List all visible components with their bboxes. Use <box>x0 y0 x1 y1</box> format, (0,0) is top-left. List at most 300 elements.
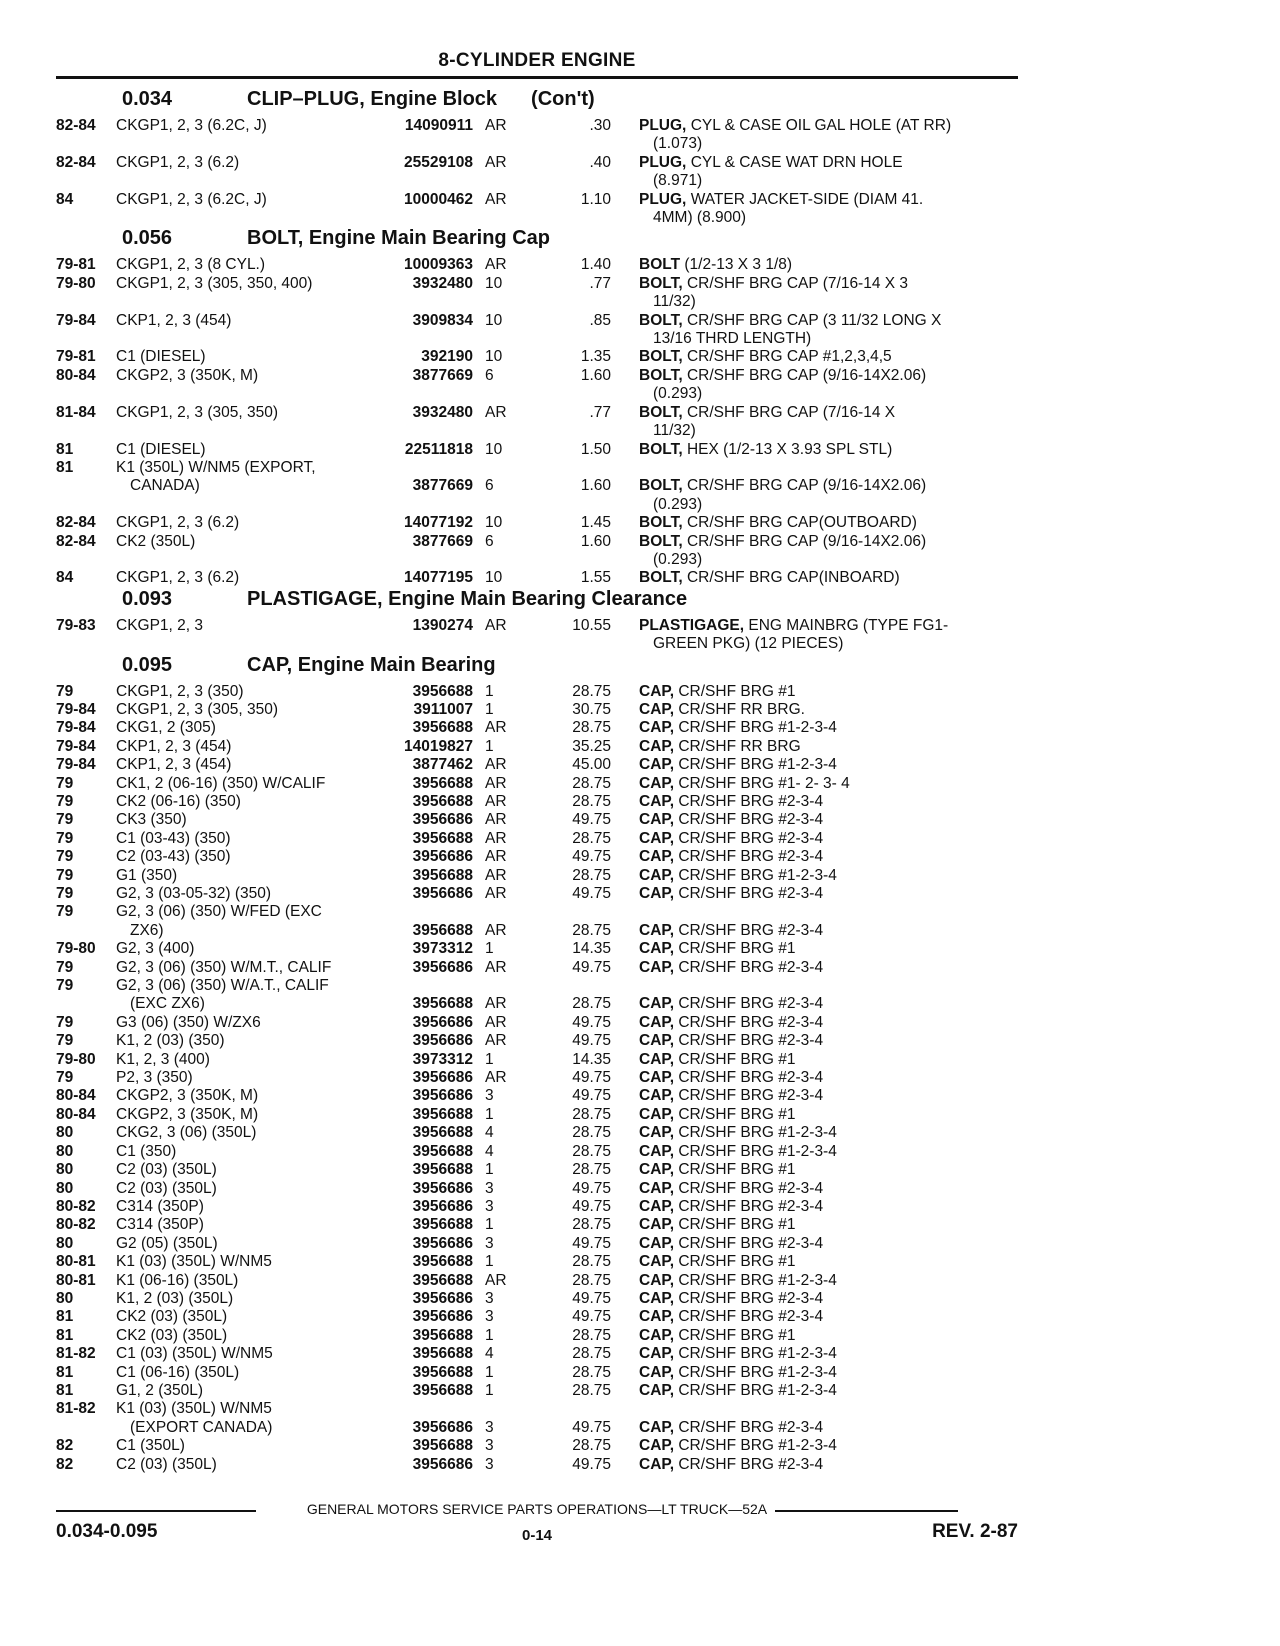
application <box>116 1106 386 1124</box>
quantity: 1 <box>485 682 494 700</box>
description-text: CR/SHF BRG #2-3-4 <box>678 811 824 829</box>
part-number: 3956688 <box>412 1161 473 1179</box>
part-row <box>56 348 1018 366</box>
description <box>611 1272 993 1290</box>
application-line: G1 (350) <box>116 866 178 884</box>
description <box>611 1382 993 1400</box>
price: 28.75 <box>572 1142 611 1160</box>
description-text: CR/SHF BRG #2-3-4 <box>678 1087 824 1105</box>
application <box>116 1143 386 1161</box>
application-line: G3 (06) (350) W/ZX6 <box>116 1013 261 1031</box>
description-name: CAP, <box>639 848 675 866</box>
description-line <box>639 1272 993 1290</box>
quantity: 4 <box>485 1142 494 1160</box>
application <box>116 1253 386 1271</box>
part-number: 3956688 <box>412 1271 473 1289</box>
part-row <box>56 514 1018 532</box>
description-line: (1.073) <box>653 135 703 153</box>
application <box>116 1198 386 1216</box>
price: 49.75 <box>572 848 611 866</box>
part-row <box>56 1216 1018 1234</box>
price: 28.75 <box>572 1363 611 1381</box>
description-text: (1/2-13 X 3 1/8) <box>684 256 793 274</box>
quantity: 3 <box>485 1308 494 1326</box>
application-line: K1, 2 (03) (350) <box>116 1032 225 1050</box>
description-text: CR/SHF BRG #2-3-4 <box>678 1234 824 1252</box>
application <box>116 1161 386 1179</box>
description-name: CAP, <box>639 1345 675 1363</box>
model-years: 81 <box>56 440 74 458</box>
description-line <box>639 191 993 209</box>
application-line: G2, 3 (06) (350) W/FED (EXC <box>116 903 322 921</box>
description-name: CAP, <box>639 1253 675 1271</box>
quantity: AR <box>485 1069 507 1087</box>
description-line <box>639 1216 993 1234</box>
application <box>116 1327 386 1345</box>
description-name: CAP, <box>639 1197 675 1215</box>
description-name: PLASTIGAGE, <box>639 616 745 634</box>
model-years: 81 <box>56 458 74 476</box>
page-title: 8-CYLINDER ENGINE <box>438 50 636 71</box>
description <box>611 1437 993 1455</box>
model-years: 79 <box>56 977 74 995</box>
model-years: 79 <box>56 1069 74 1087</box>
application-line: CKGP1, 2, 3 (8 CYL.) <box>116 256 266 274</box>
application <box>116 348 386 366</box>
description-line <box>639 1308 993 1326</box>
model-years: 79-84 <box>56 737 96 755</box>
quantity: 10 <box>485 311 503 329</box>
quantity: AR <box>485 256 507 274</box>
quantity: 1 <box>485 940 494 958</box>
description <box>611 811 993 829</box>
price: 28.75 <box>572 1105 611 1123</box>
application-line: CKGP1, 2, 3 (305, 350) <box>116 403 278 421</box>
part-number: 3956686 <box>412 1013 473 1031</box>
part-number: 3956686 <box>412 1289 473 1307</box>
application-line: CK3 (350) <box>116 811 187 829</box>
application <box>116 1124 386 1142</box>
description-line: 11/32) <box>653 422 696 440</box>
footer-page-number: 0-14 <box>521 1527 553 1544</box>
description-name: BOLT, <box>639 274 683 292</box>
part-row <box>56 154 1018 191</box>
description-line: (0.293) <box>653 385 703 403</box>
description-text: CR/SHF BRG #1 <box>678 1161 796 1179</box>
footer-revision: REV. 2-87 <box>932 1521 1018 1542</box>
application <box>116 1180 386 1198</box>
price: 30.75 <box>572 700 611 718</box>
application <box>116 848 386 866</box>
application <box>116 903 386 940</box>
description-line <box>639 811 993 829</box>
application-line: CKGP1, 2, 3 (6.2) <box>116 153 240 171</box>
application <box>116 1308 386 1326</box>
description-name: BOLT, <box>639 514 683 532</box>
price: 45.00 <box>572 756 611 774</box>
description-text: CR/SHF BRG CAP (7/16-14 X <box>686 403 896 421</box>
application <box>116 775 386 793</box>
model-years: 80 <box>56 1234 74 1252</box>
description-name: CAP, <box>639 682 675 700</box>
part-number: 3956688 <box>412 1363 473 1381</box>
price: 14.35 <box>572 1050 611 1068</box>
application-line: CKGP2, 3 (350K, M) <box>116 1105 259 1123</box>
section-title: PLASTIGAGE, Engine Main Bearing Clearance <box>247 587 688 610</box>
description-text: CR/SHF BRG CAP (7/16-14 X 3 <box>686 274 909 292</box>
part-row <box>56 1106 1018 1124</box>
price: 28.75 <box>572 829 611 847</box>
price: .85 <box>589 311 611 329</box>
description-text: CR/SHF BRG #2-3-4 <box>678 792 824 810</box>
description <box>611 533 993 570</box>
part-number: 3956688 <box>412 792 473 810</box>
part-number: 3956688 <box>412 921 473 939</box>
description-text: CR/SHF BRG #1-2-3-4 <box>678 1271 837 1289</box>
model-years: 79 <box>56 848 74 866</box>
price: 28.75 <box>572 1216 611 1234</box>
model-years: 79 <box>56 1032 74 1050</box>
description-line <box>639 701 993 719</box>
quantity: 4 <box>485 1124 494 1142</box>
quantity: AR <box>485 958 507 976</box>
quantity: 6 <box>485 532 494 550</box>
description-line: 13/16 THRD LENGTH) <box>653 330 812 348</box>
price: 49.75 <box>572 1234 611 1252</box>
part-number: 3956688 <box>412 1142 473 1160</box>
description <box>611 719 993 737</box>
part-row <box>56 1235 1018 1253</box>
part-number: 3932480 <box>412 274 473 292</box>
description-line <box>639 1456 993 1474</box>
description-line <box>639 1051 993 1069</box>
description <box>611 848 993 866</box>
model-years: 79 <box>56 866 74 884</box>
description-name: CAP, <box>639 1455 675 1473</box>
description-text: CR/SHF BRG #2-3-4 <box>678 995 824 1013</box>
description-line <box>639 1106 993 1124</box>
model-years: 79-83 <box>56 616 96 634</box>
application <box>116 514 386 532</box>
description-text: CR/SHF BRG #2-3-4 <box>678 1289 824 1307</box>
part-row <box>56 1437 1018 1455</box>
part-row <box>56 1069 1018 1087</box>
part-row <box>56 848 1018 866</box>
description <box>611 312 993 349</box>
description-text: CR/SHF BRG #1- 2- 3- 4 <box>678 774 850 792</box>
part-number: 3956688 <box>412 682 473 700</box>
description-name: BOLT, <box>639 403 683 421</box>
model-years: 79-81 <box>56 256 96 274</box>
part-number: 3956686 <box>412 1179 473 1197</box>
description-name: CAP, <box>639 1289 675 1307</box>
application-line: K1 (03) (350L) W/NM5 <box>116 1400 272 1418</box>
model-years: 81 <box>56 1381 74 1399</box>
description-line: GREEN PKG) (12 PIECES) <box>653 635 844 653</box>
quantity: 6 <box>485 366 494 384</box>
part-number: 3956686 <box>412 1032 473 1050</box>
description-line <box>639 885 993 903</box>
parts-listing <box>56 88 1018 1474</box>
description-line <box>639 830 993 848</box>
part-row <box>56 867 1018 885</box>
application-line: C1 (350) <box>116 1142 177 1160</box>
price: 28.75 <box>572 1437 611 1455</box>
application <box>116 256 386 274</box>
application-line: CKP1, 2, 3 (454) <box>116 737 232 755</box>
application <box>116 885 386 903</box>
description-line <box>639 775 993 793</box>
application <box>116 1051 386 1069</box>
application <box>116 1032 386 1050</box>
part-row <box>56 1290 1018 1308</box>
description <box>611 256 993 274</box>
model-years: 79-84 <box>56 756 96 774</box>
description-name: CAP, <box>639 1326 675 1344</box>
part-number: 14077195 <box>404 569 473 587</box>
model-years: 79-84 <box>56 311 96 329</box>
application <box>116 1235 386 1253</box>
part-number: 3956686 <box>412 1197 473 1215</box>
description <box>611 477 993 514</box>
quantity: 3 <box>485 1418 494 1436</box>
application-line: K1, 2, 3 (400) <box>116 1050 210 1068</box>
description <box>611 995 993 1013</box>
description-line <box>639 848 993 866</box>
model-years: 81-82 <box>56 1345 96 1363</box>
part-row <box>56 1345 1018 1363</box>
application-line: CKG1, 2 (305) <box>116 719 216 737</box>
quantity: AR <box>485 153 507 171</box>
price: 49.75 <box>572 1308 611 1326</box>
description <box>611 1087 993 1105</box>
part-number: 14019827 <box>404 737 473 755</box>
part-row <box>56 903 1018 940</box>
description-name: CAP, <box>639 792 675 810</box>
application <box>116 1382 386 1400</box>
description-line <box>639 1419 993 1437</box>
part-row <box>56 117 1018 154</box>
application <box>116 793 386 811</box>
quantity: 1 <box>485 700 494 718</box>
quantity: 1 <box>485 1253 494 1271</box>
application-line: CK2 (350L) <box>116 532 196 550</box>
application-line: CANADA) <box>130 477 200 495</box>
model-years: 84 <box>56 569 74 587</box>
description-line: 11/32) <box>653 293 696 311</box>
part-row <box>56 1456 1018 1474</box>
price: 49.75 <box>572 811 611 829</box>
part-number: 3877462 <box>412 756 473 774</box>
quantity: AR <box>485 1271 507 1289</box>
quantity: 1 <box>485 1381 494 1399</box>
model-years: 80-81 <box>56 1271 96 1289</box>
part-number: 3956686 <box>412 1087 473 1105</box>
quantity: 3 <box>485 1437 494 1455</box>
description-name: CAP, <box>639 1363 675 1381</box>
application <box>116 738 386 756</box>
description-text: CR/SHF BRG CAP(INBOARD) <box>686 569 900 587</box>
part-number: 1390274 <box>412 616 473 634</box>
quantity: AR <box>485 190 507 208</box>
price: 28.75 <box>572 1124 611 1142</box>
application-line: K1, 2 (03) (350L) <box>116 1289 234 1307</box>
description-name: CAP, <box>639 1234 675 1252</box>
description-text: CR/SHF BRG #2-3-4 <box>678 958 824 976</box>
description-line <box>639 154 993 172</box>
model-years: 79 <box>56 885 74 903</box>
description-name: BOLT, <box>639 440 683 458</box>
application <box>116 154 386 172</box>
part-row <box>56 1327 1018 1345</box>
part-row <box>56 367 1018 404</box>
model-years: 80 <box>56 1142 74 1160</box>
footer-publisher: GENERAL MOTORS SERVICE PARTS OPERATIONS—LT TRUCK—52A <box>299 1501 775 1517</box>
application <box>116 1345 386 1363</box>
part-row <box>56 441 1018 459</box>
section-heading <box>56 654 1018 683</box>
footer-section-range: 0.034-0.095 <box>56 1521 158 1542</box>
description-name: BOLT, <box>639 311 683 329</box>
part-row <box>56 1308 1018 1326</box>
part-row <box>56 1198 1018 1216</box>
description-text: CR/SHF RR BRG. <box>678 700 805 718</box>
section-title: CAP, Engine Main Bearing <box>247 653 496 676</box>
part-number: 3956686 <box>412 1234 473 1252</box>
model-years: 80-81 <box>56 1253 96 1271</box>
section-title: BOLT, Engine Main Bearing Cap <box>247 227 550 250</box>
description-text: CR/SHF BRG #1 <box>678 1050 796 1068</box>
price: 1.45 <box>580 514 611 532</box>
description-name: CAP, <box>639 866 675 884</box>
part-number: 3956688 <box>412 1381 473 1399</box>
description-text: CR/SHF BRG #2-3-4 <box>678 1032 824 1050</box>
price: 49.75 <box>572 1289 611 1307</box>
description-text: CR/SHF BRG #1-2-3-4 <box>678 1142 837 1160</box>
description <box>611 922 993 940</box>
application <box>116 959 386 977</box>
model-years: 80 <box>56 1161 74 1179</box>
application <box>116 191 386 209</box>
part-number: 3956688 <box>412 719 473 737</box>
description-name: PLUG, <box>639 117 687 134</box>
description-name: CAP, <box>639 1437 675 1455</box>
application <box>116 867 386 885</box>
part-number: 3973312 <box>412 940 473 958</box>
application-line: CKG2, 3 (06) (350L) <box>116 1124 257 1142</box>
model-years: 82 <box>56 1455 74 1473</box>
description <box>611 1014 993 1032</box>
description-name: CAP, <box>639 1216 675 1234</box>
application-line: K1 (03) (350L) W/NM5 <box>116 1253 272 1271</box>
part-number: 25529108 <box>404 153 473 171</box>
description-line <box>639 1345 993 1363</box>
section-heading <box>56 588 1018 617</box>
part-row <box>56 617 1018 654</box>
description-line <box>639 1382 993 1400</box>
description-text: CR/SHF BRG #1 <box>678 1326 796 1344</box>
model-years: 81 <box>56 1363 74 1381</box>
description-name: CAP, <box>639 885 675 903</box>
part-number: 3909834 <box>412 311 473 329</box>
price: 49.75 <box>572 1032 611 1050</box>
model-years: 79-80 <box>56 940 96 958</box>
description-text: CR/SHF BRG #1-2-3-4 <box>678 1363 837 1381</box>
part-row <box>56 977 1018 1014</box>
description-name: BOLT, <box>639 366 683 384</box>
description-line: (0.293) <box>653 550 703 568</box>
application-line: C1 (350L) <box>116 1437 185 1455</box>
application-line: C1 (06-16) (350L) <box>116 1363 240 1381</box>
model-years: 80 <box>56 1179 74 1197</box>
description-text: CR/SHF BRG #2-3-4 <box>678 829 824 847</box>
application <box>116 1290 386 1308</box>
application-line: CKP1, 2, 3 (454) <box>116 756 232 774</box>
description-name: CAP, <box>639 995 675 1013</box>
part-row <box>56 1143 1018 1161</box>
description-line <box>639 1253 993 1271</box>
application-line: CKGP1, 2, 3 (6.2) <box>116 514 240 532</box>
model-years: 81 <box>56 1326 74 1344</box>
part-row <box>56 459 1018 514</box>
application-line: CK1, 2 (06-16) (350) W/CALIF <box>116 774 326 792</box>
price: 28.75 <box>572 1381 611 1399</box>
price: .77 <box>589 403 611 421</box>
application <box>116 1456 386 1474</box>
part-row <box>56 533 1018 570</box>
part-number: 3956686 <box>412 1069 473 1087</box>
description-line <box>639 1364 993 1382</box>
quantity: AR <box>485 921 507 939</box>
quantity: 10 <box>485 569 503 587</box>
application-line: G2 (05) (350L) <box>116 1234 218 1252</box>
description <box>611 367 993 404</box>
description-name: CAP, <box>639 1124 675 1142</box>
section-heading <box>56 227 1018 256</box>
description-line <box>639 617 993 635</box>
part-row <box>56 275 1018 312</box>
description-name: CAP, <box>639 811 675 829</box>
application-line: CKGP1, 2, 3 (305, 350, 400) <box>116 274 313 292</box>
description-name: CAP, <box>639 1179 675 1197</box>
quantity: 10 <box>485 348 503 366</box>
application-line: CKP1, 2, 3 (454) <box>116 311 232 329</box>
price: 28.75 <box>572 1345 611 1363</box>
description <box>611 1032 993 1050</box>
part-row <box>56 312 1018 349</box>
description-line <box>639 867 993 885</box>
description-line <box>639 1290 993 1308</box>
price: 28.75 <box>572 995 611 1013</box>
price: 28.75 <box>572 1161 611 1179</box>
section-number: 0.034 <box>122 88 173 110</box>
section-number: 0.056 <box>122 227 173 250</box>
description-line <box>639 404 993 422</box>
application-line: CKGP2, 3 (350K, M) <box>116 366 259 384</box>
description-name: CAP, <box>639 829 675 847</box>
model-years: 79 <box>56 958 74 976</box>
description-text: CR/SHF BRG #1-2-3-4 <box>678 1437 837 1455</box>
part-row <box>56 1014 1018 1032</box>
price: 10.55 <box>572 616 611 634</box>
description-line <box>639 256 993 274</box>
price: 28.75 <box>572 921 611 939</box>
part-row <box>56 959 1018 977</box>
description <box>611 514 993 532</box>
application <box>116 811 386 829</box>
quantity: AR <box>485 792 507 810</box>
description-line <box>639 1198 993 1216</box>
